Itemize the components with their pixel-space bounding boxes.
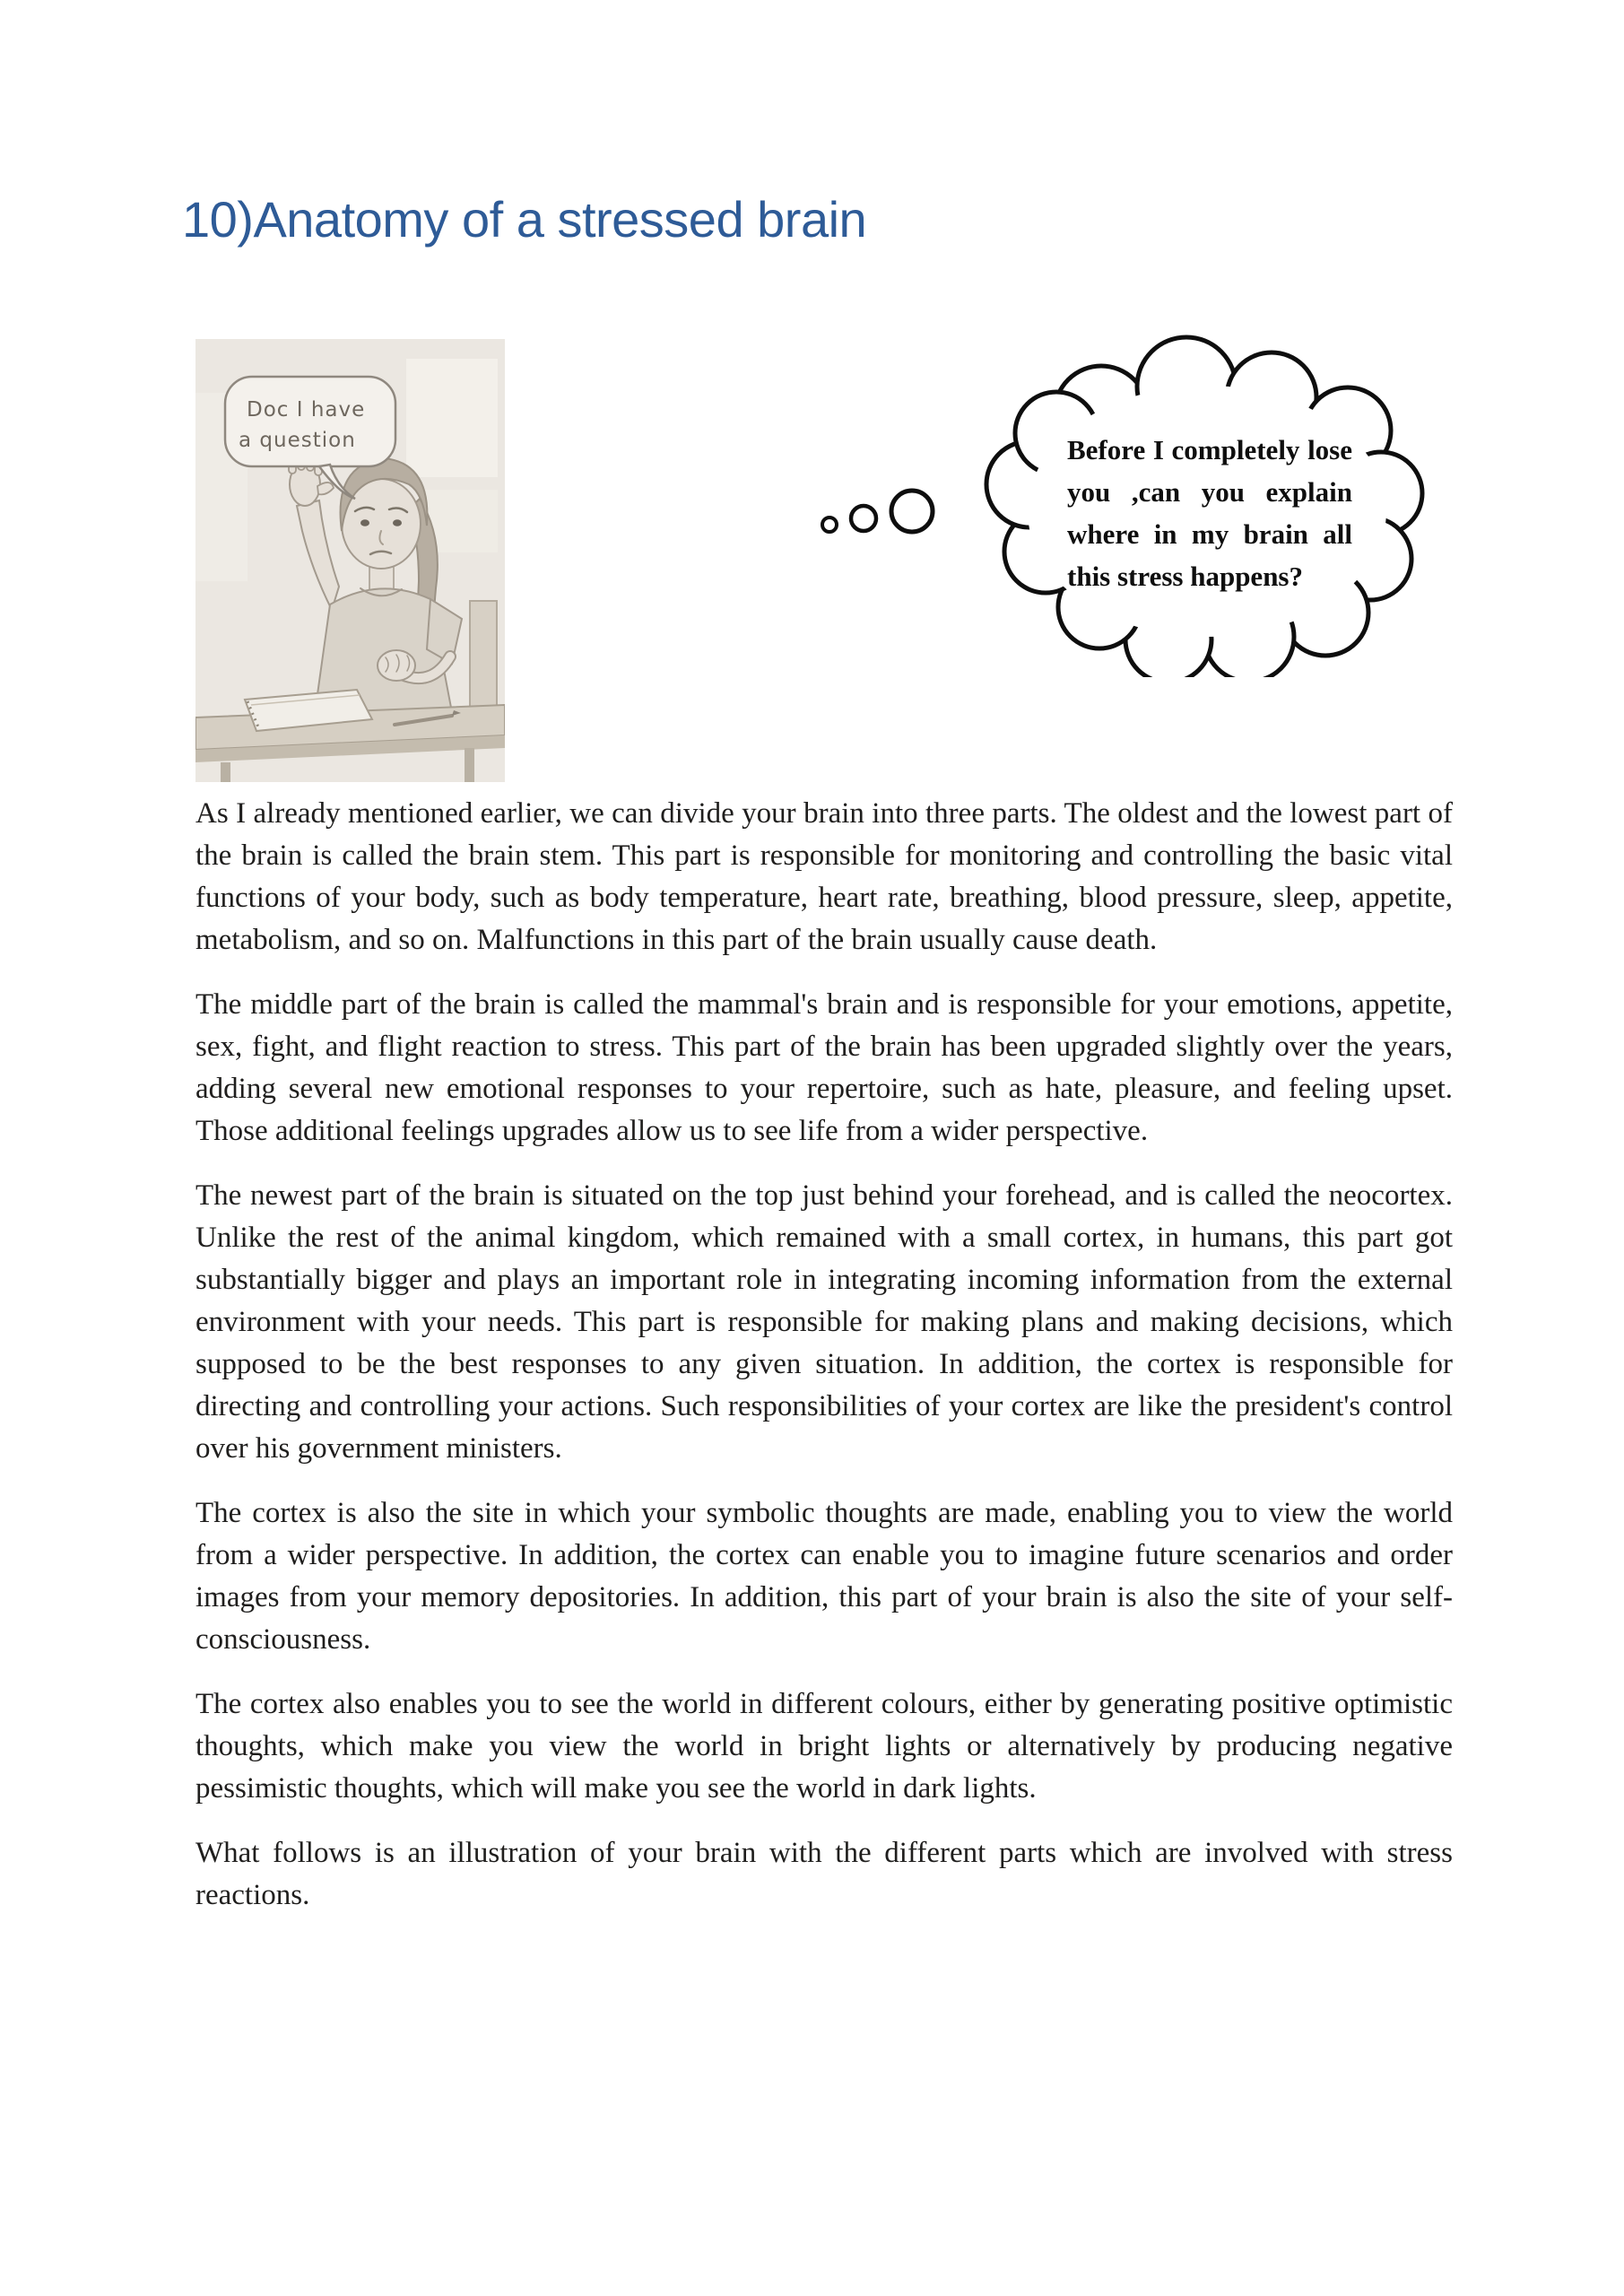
body-text-column xyxy=(195,793,1453,1939)
body-paragraph: The cortex is also the site in which your symbolic thoughts are made, enabling you to view the world from a wider perspective. In addition, the cortex can enable you to imagine future scenarios and order images from your memory depositories. In addition, this part of your brain is also the site of your self-consciousness. xyxy=(195,1497,1453,1656)
window-hint xyxy=(406,359,498,477)
body-paragraph: What follows is an illustration of your brain with the different parts which are involved with stress reactions. xyxy=(195,1837,1453,1911)
girl-illustration xyxy=(195,339,505,782)
thought-trail-dots-icon xyxy=(812,484,946,561)
body-paragraph: The cortex also enables you to see the world in different colours, either by generating positive optimistic thoughts, which make you view the world in bright lights or alternatively by producing negative pessimistic thoughts, which will make you see the world in dark lights. xyxy=(195,1688,1453,1805)
body-paragraph: The newest part of the brain is situated on the top just behind your forehead, and is called the neocortex. Unlike the rest of the animal kingdom, which remained with a small cortex, in humans, this part got substantially bigger and plays an important role in integrating incoming information from the external environment with your needs. This part is responsible for making plans and making decisions, which supposed to be the best responses to any given situation. In addition, the cortex is responsible for directing and controlling your actions. Such responsibilities of your cortex are like the president's control over his government ministers. xyxy=(195,1179,1453,1465)
body-paragraph: As I already mentioned earlier, we can divide your brain into three parts. The oldest and the lowest part of the brain is called the brain stem. This part is responsible for monitoring and controlling the basic vital functions of your body, such as body temperature, heart rate, breathing, blood pressure, sleep, appetite, metabolism, and so on. Malfunctions in this part of the brain usually cause death. xyxy=(195,797,1453,956)
girl-illustration-drawing xyxy=(195,339,505,782)
speech-bubble-line2: a question xyxy=(239,429,356,452)
section-heading: 10)Anatomy of a stressed brain xyxy=(182,191,867,248)
body-paragraph: The middle part of the brain is called the mammal's brain and is responsible for your emotions, appetite, sex, fight, and flight reaction to stress. This part of the brain has been upgraded slightly over the years, adding several new emotional responses to your repertoire, such as hate, pleasure, and feeling upset. Those additional feelings upgrades allow us to see life from a wider perspective. xyxy=(195,988,1453,1147)
eye-left xyxy=(360,519,369,526)
eye-right xyxy=(393,519,402,526)
speech-bubble-line1: Doc I have xyxy=(247,398,366,422)
thought-bubble-text: Before I completely lose you ,can you explain where in my brain all this stress happens? xyxy=(1067,434,1352,592)
